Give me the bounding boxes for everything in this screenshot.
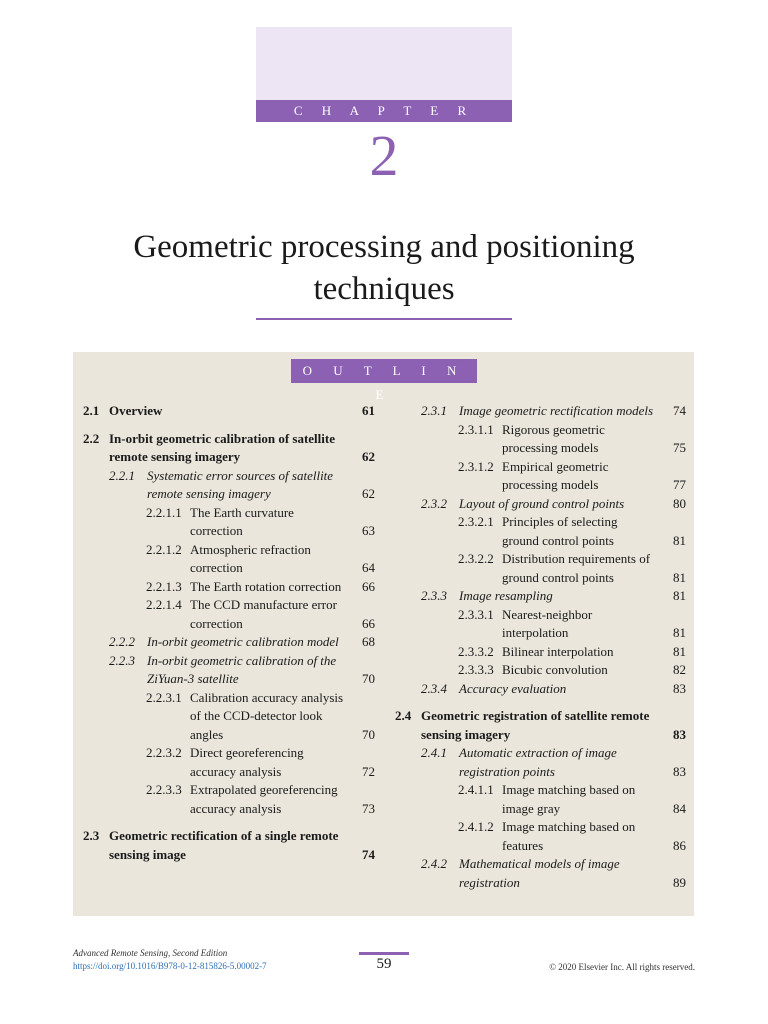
toc-entry-number: 2.4.1.2 (458, 819, 494, 834)
toc-entry-title: Atmospheric refraction correction (190, 541, 311, 575)
chapter-header-box (256, 27, 512, 100)
toc-entry-number: 2.2.2 (109, 634, 135, 649)
toc-entry-2-3-2-1[interactable] (395, 513, 686, 550)
toc-entry-2-2-1-1[interactable] (83, 504, 375, 541)
toc-entry-title: Geometric registration of satellite remote sensing imagery (421, 708, 650, 742)
toc-entry-number: 2.2.1.3 (146, 578, 182, 594)
toc-entry-number: 2.3.1 (421, 403, 447, 418)
toc-entry-number: 2.2.3.1 (146, 689, 182, 705)
toc-entry-2-3-1-2[interactable] (395, 458, 686, 495)
toc-entry-2-3-1-1[interactable] (395, 421, 686, 458)
toc-entry-number: 2.3.2.2 (458, 551, 494, 566)
toc-entry-number: 2.3.3.3 (458, 662, 494, 677)
toc-entry-2-3-3-3[interactable] (395, 661, 686, 680)
toc-entry-2-2-1-4[interactable] (83, 596, 375, 633)
toc-entry-number: 2.4 (395, 708, 412, 723)
toc-entry-title: In-orbit geometric calibration of satellite remote sensing imagery (109, 430, 335, 464)
footer-page-rule (359, 952, 409, 955)
toc-entry-number: 2.1 (83, 403, 100, 418)
toc-entry-number: 2.2.3 (109, 652, 135, 668)
toc-entry-number: 2.2.3.2 (146, 745, 182, 760)
toc-entry-page: 83 (673, 680, 686, 696)
toc-entry-title: Bilinear interpolation (502, 643, 614, 659)
toc-entry-page: 74 (362, 846, 375, 862)
toc-entry-number: 2.2.1 (109, 467, 135, 483)
toc-entry-title: Distribution requirements of ground control points (502, 551, 651, 585)
toc-entry-number: 2.3.3 (421, 588, 447, 603)
toc-entry-title: Bicubic convolution (502, 662, 608, 677)
toc-entry-page: 83 (673, 763, 686, 779)
toc-entry-title: In-orbit geometric calibration model (147, 634, 339, 649)
toc-entry-page: 81 (673, 625, 686, 640)
toc-entry-number: 2.3.3.2 (458, 643, 494, 659)
toc-entry-title: Systematic error sources of satellite remote sensing imagery (147, 467, 334, 501)
toc-entry-2-2-1[interactable] (83, 467, 375, 504)
toc-entry-2-3-3-1[interactable] (395, 606, 686, 643)
toc-entry-2-2-1-2[interactable] (83, 541, 375, 578)
toc-entry-title: Principles of selecting ground control points (502, 514, 618, 548)
outline-column-right (395, 402, 686, 892)
toc-entry-page: 75 (673, 440, 686, 455)
toc-entry-title: Accuracy evaluation (459, 680, 567, 696)
toc-entry-page: 74 (673, 403, 686, 418)
toc-entry-2-4[interactable] (395, 707, 686, 744)
toc-entry-2-2[interactable] (83, 430, 375, 467)
toc-entry-2-2-1-3[interactable] (83, 578, 375, 597)
toc-entry-page: 70 (362, 671, 375, 686)
toc-entry-title: Empirical geometric processing models (502, 458, 609, 492)
toc-entry-page: 66 (362, 578, 375, 594)
toc-entry-title: Mathematical models of image registration (459, 856, 620, 890)
toc-entry-number: 2.3.1.1 (458, 421, 494, 437)
toc-entry-page: 81 (673, 532, 686, 548)
toc-entry-title: The CCD manufacture error correction (190, 597, 337, 631)
footer-journal-title: Advanced Remote Sensing, Second Edition (73, 948, 228, 958)
chapter-number: 2 (369, 123, 399, 188)
toc-entry-number: 2.2.3.3 (146, 782, 182, 797)
toc-entry-title: Image resampling (459, 588, 553, 603)
footer-doi-link[interactable]: https://doi.org/10.1016/B978-0-12-815826-5.00002-7 (73, 961, 267, 971)
toc-entry-page: 64 (362, 560, 375, 575)
toc-entry-page: 89 (673, 874, 686, 890)
toc-entry-title: Calibration accuracy analysis of the CCD-detector look angles (190, 689, 344, 742)
toc-entry-number: 2.3.4 (421, 680, 447, 696)
toc-entry-2-2-3-2[interactable] (83, 744, 375, 781)
footer-copyright: © 2020 Elsevier Inc. All rights reserved. (549, 962, 695, 972)
toc-entry-2-3-1[interactable] (395, 402, 686, 421)
title-divider (256, 318, 512, 320)
toc-entry-title: In-orbit geometric calibration of the ZiYuan-3 satellite (147, 652, 337, 686)
toc-entry-title: Automatic extraction of image registration points (459, 745, 617, 779)
toc-entry-number: 2.3.2 (421, 495, 447, 511)
toc-entry-2-3-3[interactable] (395, 587, 686, 606)
footer-page-number: 59 (376, 956, 392, 972)
toc-entry-number: 2.3 (83, 828, 100, 843)
toc-entry-title: Geometric rectification of a single remote sensing image (109, 828, 339, 862)
toc-entry-title: Image geometric rectification models (459, 403, 654, 418)
toc-entry-page: 83 (673, 726, 686, 742)
toc-entry-page: 82 (673, 662, 686, 677)
toc-entry-title: Direct georeferencing accuracy analysis (190, 745, 304, 779)
toc-entry-2-2-3-3[interactable] (83, 781, 375, 818)
toc-entry-2-2-2[interactable] (83, 633, 375, 652)
toc-entry-2-3-4[interactable] (395, 680, 686, 699)
toc-entry-number: 2.3.2.1 (458, 514, 494, 529)
toc-entry-page: 86 (673, 837, 686, 853)
toc-entry-page: 81 (673, 588, 686, 603)
toc-entry-number: 2.2.1.1 (146, 504, 182, 520)
toc-entry-number: 2.4.2 (421, 856, 447, 871)
toc-entry-page: 66 (362, 615, 375, 631)
toc-entry-title: Extrapolated georeferencing accuracy analysis (190, 782, 338, 816)
toc-entry-title: Nearest-neighbor interpolation (502, 606, 593, 640)
toc-entry-page: 62 (362, 486, 375, 501)
toc-entry-title: Rigorous geometric processing models (502, 421, 605, 455)
toc-entry-page: 61 (362, 403, 375, 418)
toc-entry-2-3-3-2[interactable] (395, 643, 686, 662)
chapter-title-line1: Geometric processing and positioning (133, 229, 635, 265)
toc-entry-number: 2.3.1.2 (458, 458, 494, 474)
toc-entry-2-3-2-2[interactable] (395, 550, 686, 587)
toc-entry-title: Overview (109, 403, 163, 418)
toc-entry-page: 73 (362, 800, 375, 816)
toc-entry-page: 70 (362, 726, 375, 742)
chapter-title (60, 226, 708, 310)
toc-entry-page: 72 (362, 763, 375, 779)
toc-entry-2-3[interactable] (83, 827, 375, 864)
chapter-label: C H A P T E R (256, 100, 512, 122)
toc-entry-number: 2.4.1 (421, 745, 447, 760)
toc-entry-page: 77 (673, 477, 686, 492)
toc-entry-2-3-2[interactable] (395, 495, 686, 514)
toc-entry-number: 2.2.1.2 (146, 541, 182, 557)
toc-entry-2-2-3-1[interactable] (83, 689, 375, 745)
outline-label: O U T L I N E (291, 359, 477, 383)
toc-entry-page: 62 (362, 449, 375, 464)
toc-entry-page: 68 (362, 634, 375, 649)
toc-entry-2-4-1-2[interactable] (395, 818, 686, 855)
toc-entry-2-2-3[interactable] (83, 652, 375, 689)
toc-entry-page: 81 (673, 569, 686, 585)
toc-entry-page: 81 (673, 643, 686, 659)
toc-entry-page: 80 (673, 495, 686, 511)
toc-entry-number: 2.2.1.4 (146, 597, 182, 612)
toc-entry-title: The Earth rotation correction (190, 578, 342, 594)
toc-entry-2-4-1-1[interactable] (395, 781, 686, 818)
chapter-title-line2: techniques (313, 271, 455, 307)
toc-entry-title: The Earth curvature correction (190, 504, 294, 538)
toc-entry-number: 2.4.1.1 (458, 782, 494, 797)
toc-entry-page: 63 (362, 523, 375, 538)
toc-entry-page: 84 (673, 800, 686, 816)
toc-entry-2-4-2[interactable] (395, 855, 686, 892)
toc-entry-title: Image matching based on features (502, 819, 636, 853)
outline-column-left (83, 402, 375, 864)
toc-entry-number: 2.2 (83, 430, 100, 446)
toc-entry-2-4-1[interactable] (395, 744, 686, 781)
toc-entry-title: Image matching based on image gray (502, 782, 636, 816)
toc-entry-number: 2.3.3.1 (458, 606, 494, 622)
toc-entry-title: Layout of ground control points (459, 495, 625, 511)
toc-entry-2-1[interactable] (83, 402, 375, 421)
